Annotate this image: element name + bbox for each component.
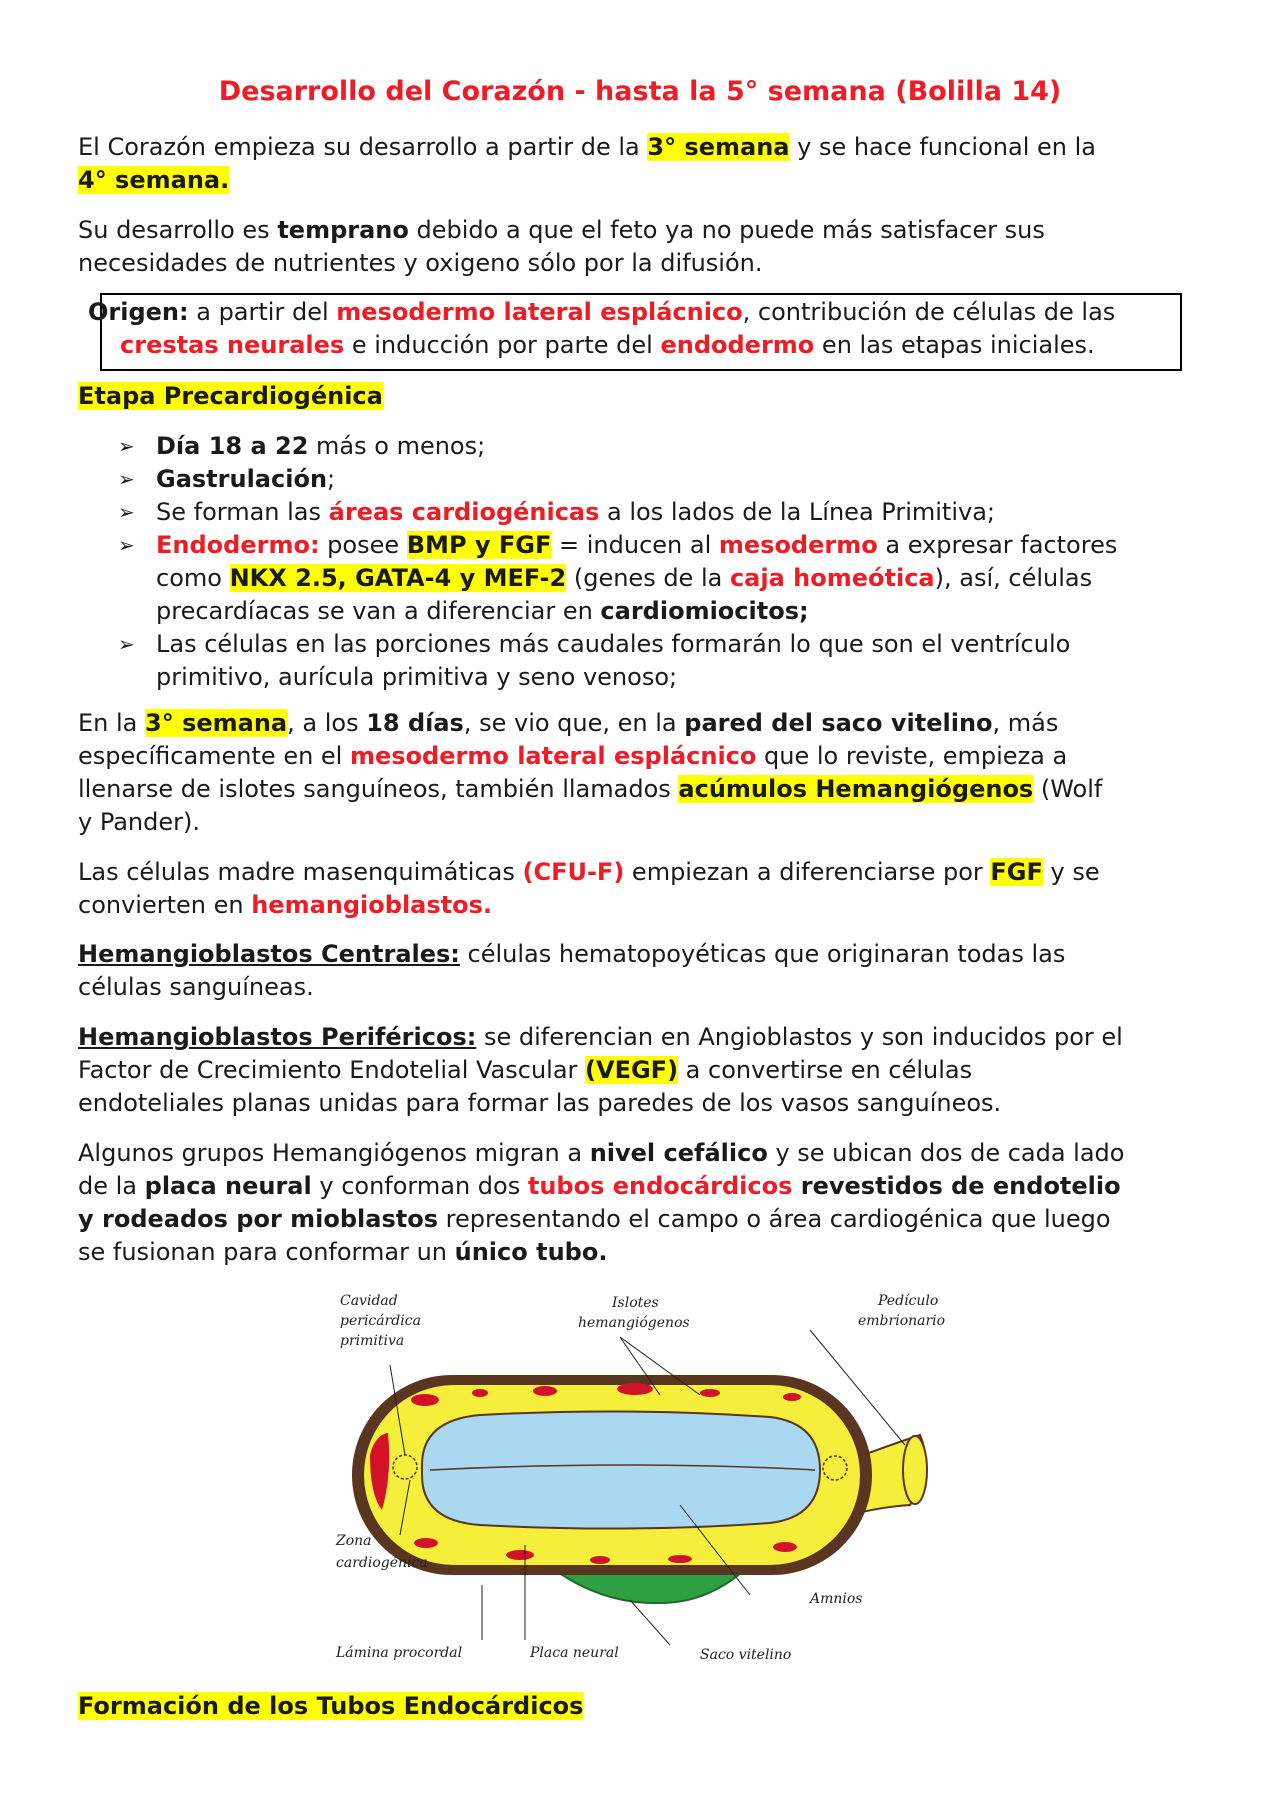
blood-island xyxy=(414,1538,438,1548)
label-pediculo: embrionario xyxy=(858,1313,946,1329)
label-lamina: Lámina procordal xyxy=(336,1645,463,1661)
embryo-diagram xyxy=(330,1285,960,1675)
blood-island xyxy=(472,1389,488,1397)
list-item: ➢ Gastrulación; xyxy=(118,463,1208,496)
paragraph-saco-vitelino: En la 3° semana, a los 18 días, se vio que, en la pared del saco vitelino, más específicamente en el mesodermo lateral esplácnico que lo reviste, empieza a llenarse de islotes sanguíneos, también llamados acúmulos Hemangiógenos (Wolf y Pander). xyxy=(78,709,1103,836)
list-item: ➢ Las células en las porciones más caudales formarán lo que son el ventrículo primitivo, aurícula primitiva y seno venoso; xyxy=(118,630,1071,691)
bullet-list xyxy=(118,430,1208,694)
highlight-4-semana: 4° semana. xyxy=(78,166,230,194)
paragraph-intro: El Corazón empieza su desarrollo a partir de la 3° semana y se hace funcional en la 4° semana. xyxy=(78,133,1096,194)
label-cavidad: primitiva xyxy=(340,1333,405,1349)
blood-island xyxy=(617,1383,653,1395)
label-zona: Zona xyxy=(336,1533,372,1549)
heading-etapa-precardiogenica: Etapa Precardiogénica xyxy=(78,382,383,410)
leader-line xyxy=(630,1600,670,1645)
label-cavidad: Cavidad xyxy=(340,1293,398,1309)
blood-island xyxy=(506,1550,534,1560)
paragraph-tubos-endocardicos: Algunos grupos Hemangiógenos migran a nivel cefálico y se ubican dos de cada lado de la placa neural y conforman dos tubos endocárdicos revestidos de endotelio y rodeados por mioblastos representando el campo o área cardiogénica que luego se fusionan para conformar un único tubo. xyxy=(78,1139,1125,1266)
paragraph-cfu-f: Las células madre masenquimáticas (CFU-F) empiezan a diferenciarse por FGF y se convierten en hemangioblastos. xyxy=(78,858,1100,919)
label-pediculo: Pedículo xyxy=(878,1293,939,1309)
origen-paragraph: Origen: a partir del mesodermo lateral esplácnico, contribución de células de las crestas neurales e inducción por parte del endodermo en las etapas iniciales. xyxy=(88,298,1116,359)
label-cavidad: pericárdica xyxy=(340,1313,421,1329)
list-item: ➢ Endodermo: posee BMP y FGF = inducen al mesodermo a expresar factores como NKX 2.5, GATA-4 y MEF-2 (genes de la caja homeótica), así, células precardíacas se van a diferenciar en cardiomiocitos; xyxy=(118,531,1118,625)
label-zona: cardiogénica xyxy=(336,1555,428,1571)
blood-island xyxy=(590,1556,610,1564)
paragraph-hemangioblastos-centrales: Hemangioblastos Centrales: células hematopoyéticas que originaran todas las células sanguíneas. xyxy=(78,940,1066,1001)
heading-formacion-tubos: Formación de los Tubos Endocárdicos xyxy=(78,1692,584,1720)
label-amnios: Amnios xyxy=(810,1591,863,1607)
label-saco: Saco vitelino xyxy=(700,1647,792,1663)
blood-island xyxy=(773,1542,797,1552)
label-placa: Placa neural xyxy=(530,1645,619,1661)
arrow-bullet-icon: ➢ xyxy=(118,533,135,557)
blood-island xyxy=(783,1393,801,1401)
blood-island xyxy=(411,1394,439,1406)
blood-island xyxy=(700,1389,720,1397)
label-islotes: hemangiógenos xyxy=(578,1315,690,1331)
blood-island xyxy=(533,1386,557,1396)
page-title: Desarrollo del Corazón - hasta la 5° semana (Bolilla 14) xyxy=(218,76,1062,107)
arrow-bullet-icon: ➢ xyxy=(118,434,135,458)
paragraph-temprano: Su desarrollo es temprano debido a que el feto ya no puede más satisfacer sus necesidades de nutrientes y oxigeno sólo por la difusión. xyxy=(78,216,1045,277)
arrow-bullet-icon: ➢ xyxy=(118,632,135,656)
blood-island xyxy=(668,1555,692,1563)
arrow-bullet-icon: ➢ xyxy=(118,500,135,524)
list-item: ➢ Se forman las áreas cardiogénicas a los lados de la Línea Primitiva; xyxy=(118,496,1208,529)
pedicle-end xyxy=(903,1436,927,1504)
label-islotes: Islotes xyxy=(612,1295,659,1311)
arrow-bullet-icon: ➢ xyxy=(118,467,135,491)
highlight-3-semana: 3° semana xyxy=(647,133,790,161)
list-item: ➢ Día 18 a 22 más o menos; xyxy=(118,430,1208,463)
paragraph-hemangioblastos-perifericos: Hemangioblastos Periféricos: se diferencian en Angioblastos y son inducidos por el Factor de Crecimiento Endotelial Vascular (VEGF) a convertirse en células endoteliales planas unidas para formar las paredes de los vasos sanguíneos. xyxy=(78,1023,1123,1117)
amniotic-cavity-shape xyxy=(422,1411,820,1528)
